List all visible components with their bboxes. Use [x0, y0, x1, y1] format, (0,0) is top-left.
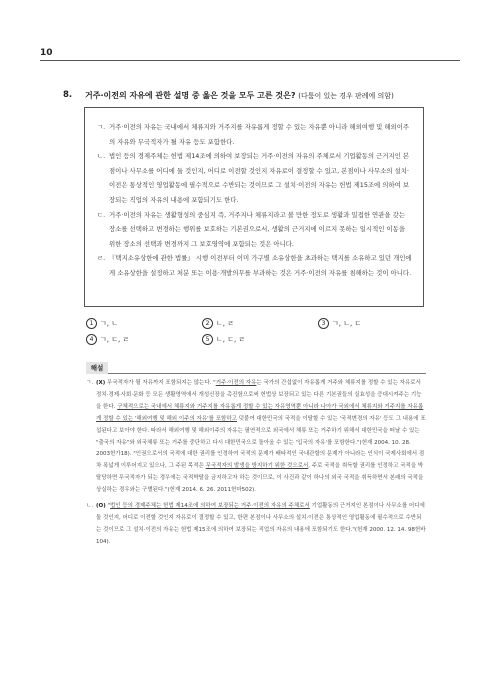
explanation-body — [86, 378, 426, 553]
statement-text: 거주·이전의 자유는 국내에서 체류지와 거주지를 자유롭게 정할 수 있는 자유뿐 아니라 해외여행 및 해외이주의 자유와 무국적자가 될 자유 등도 포함한다. — [109, 123, 410, 146]
explanation-marker: ㄱ. — [86, 380, 94, 386]
header-rule — [40, 60, 460, 61]
statement-item — [97, 120, 413, 149]
page-number: 10 — [40, 48, 53, 58]
choice-number: 2 — [202, 318, 213, 329]
explanation-paragraph — [86, 501, 426, 549]
statement-item — [97, 208, 413, 252]
choice-text: ㄴ, ㄷ, ㄹ — [216, 335, 246, 344]
question-number: 8. — [63, 90, 73, 100]
choice-text: ㄱ, ㄴ, ㄷ — [332, 319, 362, 328]
explanation-marker: ㄴ. — [86, 503, 94, 510]
explanation-text: " — [105, 503, 110, 510]
question-note: (다툼이 있는 경우 판례에 의함) — [298, 92, 394, 100]
explanation-rule — [108, 373, 426, 374]
question-text — [85, 90, 394, 101]
choice-number: 3 — [318, 318, 329, 329]
choice-number: 5 — [202, 334, 213, 345]
explanation-label: 해설 — [86, 362, 108, 374]
explanation-text: 는 국가의 간섭없이 자유롭게 거주와 체류지를 정할 수 있는 자유로서 정치·경제·사회·문화 등 모든 생활영역에서 개성신장을 촉진함으로써 헌법상 보장되고 있는 다른 기본권들의 실효성을 증대시켜주는 기능을 한다. — [96, 380, 422, 410]
verdict-label: (X) — [96, 380, 106, 386]
choice-1[interactable] — [86, 318, 118, 329]
statement-text: 법인 등의 경제주체는 헌법 제14조에 의하여 보장되는 거주·이전의 자유의 주체로서 기업활동의 근거지인 본점이나 사무소를 어디에 둘 것인지, 어디로 이전할 것인지 자유로이 결정할 수 있고, 본점이나 사무소의 설치·이전은 통상적인 영업활동에 필수적으로 수반되는 것이므로 그 설치·이전의 자유는 헌법 제15조에 의하여 보장되는 직업의 자유의 내용에 포함되기도 한다. — [109, 152, 409, 204]
statements-box — [84, 107, 424, 307]
underlined-text: 무국적자의 발생을 방지하기 위한 것으로서 — [205, 463, 309, 470]
choice-4[interactable] — [86, 334, 129, 345]
statement-marker: ㄱ. — [97, 123, 106, 131]
verdict-label: (O) — [96, 503, 106, 510]
statement-marker: ㄷ. — [97, 210, 106, 219]
statement-text: 거주·이전의 자유는 생활형성의 중심지 즉, 거주지나 체류지라고 볼 만한 정도로 생활과 밀접한 연관을 갖는 장소를 선택하고 변경하는 행위를 보호하는 기본권으로서, 생활의 근거지에 이르지 못하는 일시적인 이동을 위한 장소의 선택과 변경까지 그 보호영역에 포함되는 것은 아니다. — [109, 210, 406, 248]
explanation-text: 기업활동의 근거지인 본점이나 사무소를 어디에 둘 것인지, 어디로 이전할 것인지 자유로이 결정할 수 있고, 한편 본점이나 사무소의 설치·이전은 통상적인 영업활동에 필수적으로 수반되는 것이므로 그 설치·이전의 자유는 헌법 제15조에 의하여 보장되는 직업의 자유의 내용에 포함되기도 한다."(헌재 2000. 12. 14. 98헌바104). — [96, 503, 426, 545]
choice-text: ㄱ, ㄴ — [100, 319, 118, 328]
underlined-text: 구체적으로는 국내에서 체류지와 거주지를 자유롭게 정할 수 있는 자유영역뿐 아니라 나아가 국외에서 체류지와 거주지를 자유롭게 정할 수 있는 '해외여행 및 해외 이주의 자유'를 포함하고 — [96, 403, 424, 422]
choice-text: ㄴ, ㄹ — [216, 319, 234, 328]
answer-choices — [86, 318, 426, 350]
statement-marker: ㄹ. — [97, 254, 106, 263]
choice-5[interactable] — [202, 334, 245, 345]
underlined-text: 법인 등의 경제주체는 헌법 제14조에 의하여 보장되는 거주·이전의 자유의 주체로서 — [109, 503, 310, 510]
explanation-paragraph — [86, 378, 426, 497]
question-stem: 거주·이전의 자유에 관한 설명 중 옳은 것을 모두 고른 것은? — [85, 91, 296, 100]
choice-number: 4 — [86, 334, 97, 345]
statement-text: 『택지소유상한에 관한 법률』 시행 이전부터 이미 가구별 소유상한을 초과하는 택지를 소유하고 있던 개인에게 소유상한을 설정하고 처분 또는 이용·개발의무를 부과하는 것은 거주·이전의 자유를 침해하는 것이 아니다. — [109, 254, 412, 277]
underlined-text: 거주·이전의 자유 — [215, 380, 257, 386]
statement-item — [97, 149, 413, 207]
choice-3[interactable] — [318, 318, 361, 329]
choice-text: ㄱ, ㄷ, ㄹ — [100, 335, 130, 344]
explanation-text: 덧붙여 대한민국의 국적을 이탈할 수 있는 '국적변경의 자유' 등도 그 내용에 포섭된다고 보아야 한다. 따라서 해외여행 및 해외이주의 자유는 필연적으로 외국에서 체류 또는 거주하기 위해서 대한민국을 떠날 수 있는 "출국의 자유"와 외국체류 또는 거주를 중단하고 다시 대한민국으로 돌아올 수 있는 '입국의 자유'를 포함한다."(헌재 2004. 10. 28. 2003헌가18). "인권으로서의 국적에 대한 권리를 인정하여 국적의 문제가 배타적인 국내관할의 문제가 아니라는 인식이 국제사회에서 점차 폭넓게 이루어지고 있으나, 그 주된 목적은 — [96, 415, 426, 470]
statement-marker: ㄴ. — [97, 152, 106, 161]
statement-item — [97, 251, 413, 280]
explanation-text: , 주로 국적을 취득할 권리를 인정하고 국적을 박탈당하면 무국적자가 되는 경우에는 국적박탈을 금지하고자 하는 것이므로, 이 사건과 같이 하나의 외국 국적을 취득하면서 본래의 국적을 상실하는 경우와는 구별된다."(헌재 2014. 6. 26. 2011헌마502). — [96, 463, 424, 494]
choice-number: 1 — [86, 318, 97, 329]
explanation-text: 무국적자가 될 자유까지 포함되지는 않는다. " — [105, 380, 216, 386]
explanation-header — [86, 362, 426, 374]
choice-2[interactable] — [202, 318, 234, 329]
